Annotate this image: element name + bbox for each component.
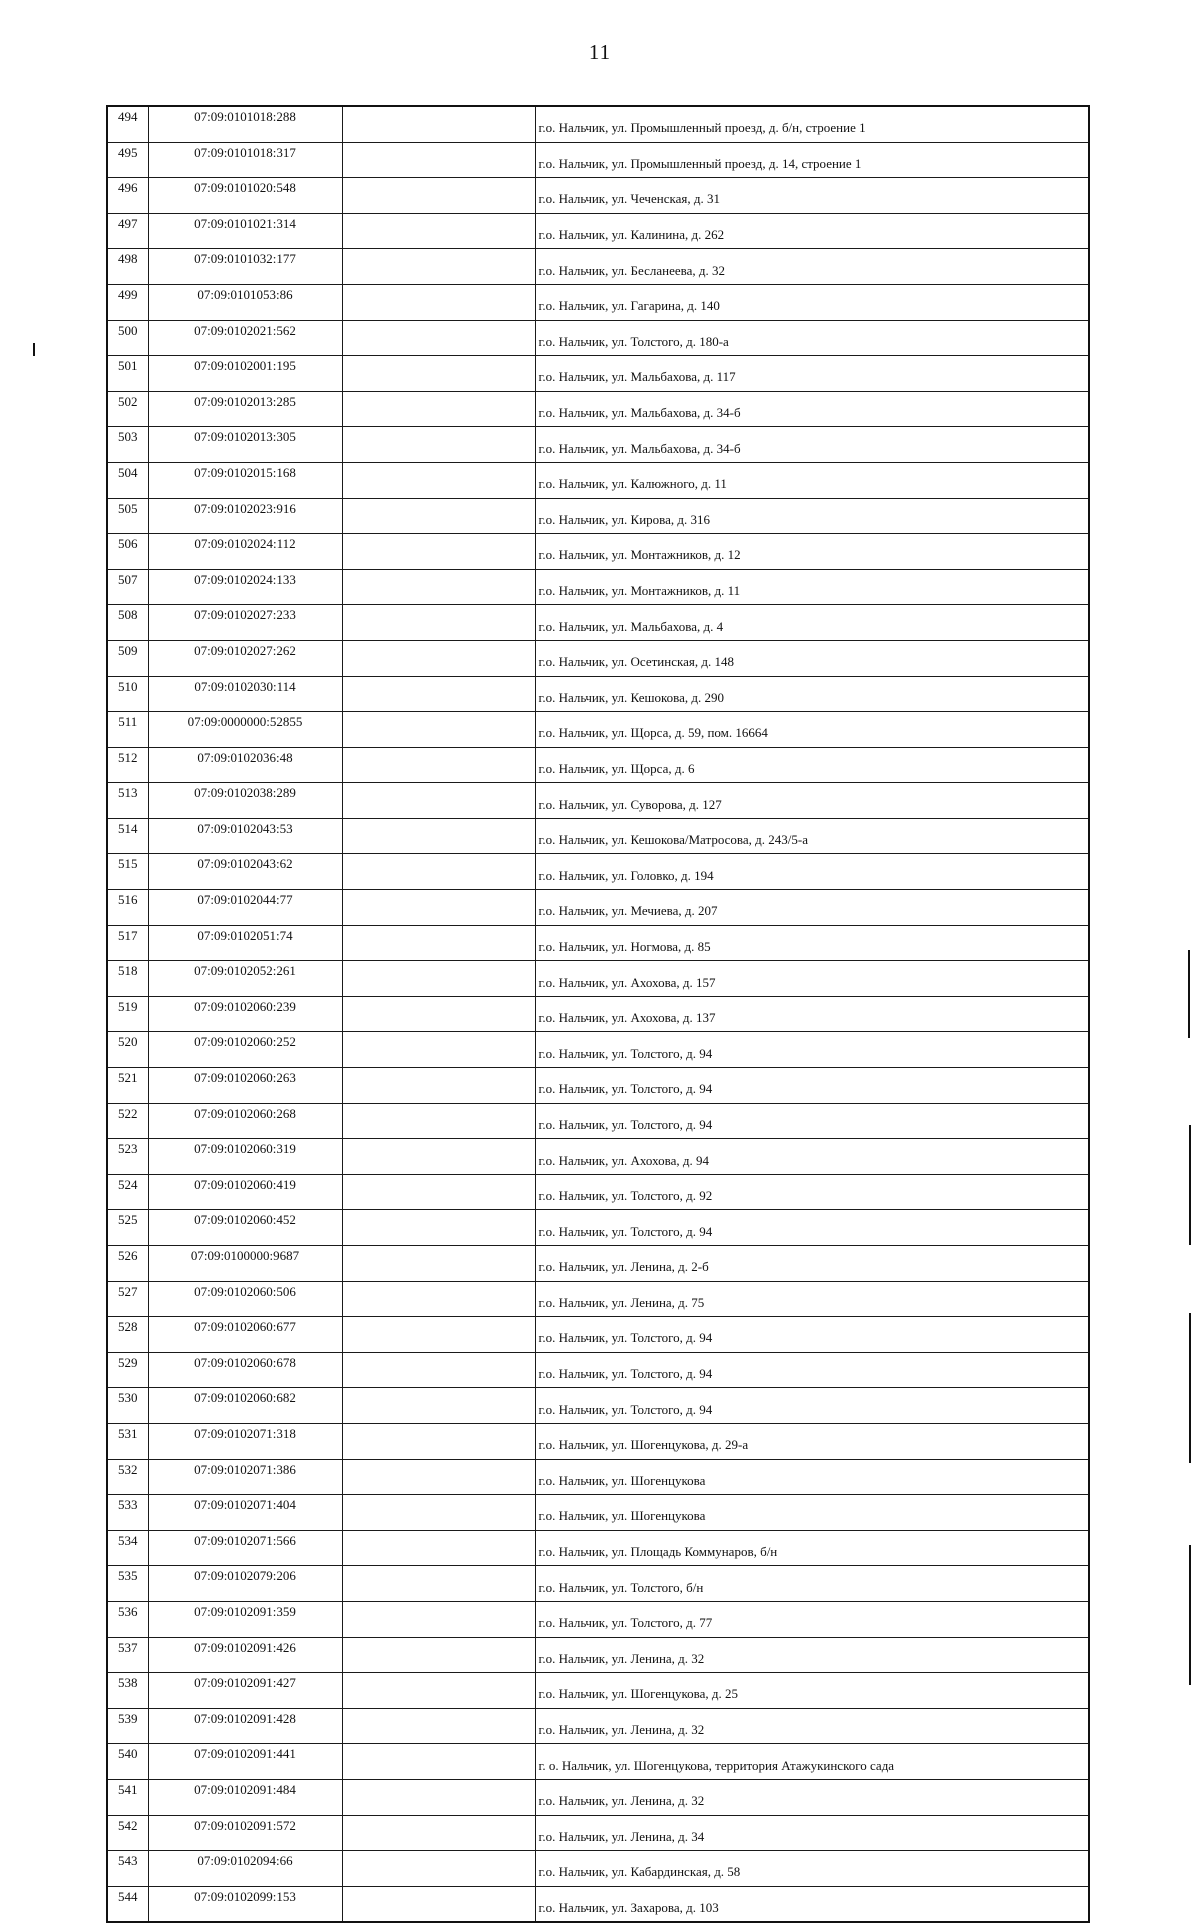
address-cell: г.о. Нальчик, ул. Мальбахова, д. 34-б [535, 391, 1089, 427]
address-cell: г.о. Нальчик, ул. Шогенцукова, д. 25 [535, 1673, 1089, 1709]
row-number-cell: 505 [107, 498, 148, 534]
empty-cell [342, 249, 535, 285]
row-number-cell: 500 [107, 320, 148, 356]
empty-cell [342, 818, 535, 854]
row-number-cell: 507 [107, 569, 148, 605]
row-number-cell: 497 [107, 213, 148, 249]
cadastral-number-cell: 07:09:0102091:428 [148, 1708, 342, 1744]
address-cell: г.о. Нальчик, ул. Ленина, д. 32 [535, 1708, 1089, 1744]
empty-cell [342, 1886, 535, 1922]
table-row [107, 1744, 1089, 1780]
row-number-cell: 537 [107, 1637, 148, 1673]
cadastral-number-cell: 07:09:0102091:441 [148, 1744, 342, 1780]
table-row [107, 320, 1089, 356]
table-row [107, 1032, 1089, 1068]
cadastral-number-cell: 07:09:0101021:314 [148, 213, 342, 249]
address-cell: г.о. Нальчик, ул. Промышленный проезд, д. б/н, строение 1 [535, 106, 1089, 142]
address-cell: г.о. Нальчик, ул. Монтажников, д. 11 [535, 569, 1089, 605]
row-number-cell: 506 [107, 534, 148, 570]
property-table [106, 105, 1090, 1923]
table-row [107, 854, 1089, 890]
page-number: 11 [588, 40, 612, 64]
empty-cell [342, 640, 535, 676]
property-table-body [107, 106, 1089, 1922]
empty-cell [342, 391, 535, 427]
empty-cell [342, 1174, 535, 1210]
address-cell: г.о. Нальчик, ул. Толстого, д. 94 [535, 1068, 1089, 1104]
row-number-cell: 539 [107, 1708, 148, 1744]
row-number-cell: 501 [107, 356, 148, 392]
cadastral-number-cell: 07:09:0102091:572 [148, 1815, 342, 1851]
address-cell: г.о. Нальчик, ул. Суворова, д. 127 [535, 783, 1089, 819]
cadastral-number-cell: 07:09:0102060:506 [148, 1281, 342, 1317]
row-number-cell: 524 [107, 1174, 148, 1210]
empty-cell [342, 996, 535, 1032]
row-number-cell: 522 [107, 1103, 148, 1139]
row-number-cell: 527 [107, 1281, 148, 1317]
cadastral-number-cell: 07:09:0102091:484 [148, 1779, 342, 1815]
cadastral-number-cell: 07:09:0102013:305 [148, 427, 342, 463]
scan-artifact-mark [1189, 1545, 1191, 1685]
table-row [107, 356, 1089, 392]
table-row [107, 783, 1089, 819]
cadastral-number-cell: 07:09:0101018:288 [148, 106, 342, 142]
address-cell: г.о. Нальчик, ул. Толстого, д. 94 [535, 1388, 1089, 1424]
empty-cell [342, 213, 535, 249]
row-number-cell: 540 [107, 1744, 148, 1780]
cadastral-number-cell: 07:09:0102024:133 [148, 569, 342, 605]
empty-cell [342, 498, 535, 534]
scan-artifact-mark [33, 343, 35, 356]
empty-cell [342, 1210, 535, 1246]
empty-cell [342, 961, 535, 997]
empty-cell [342, 462, 535, 498]
address-cell: г.о. Нальчик, ул. Толстого, д. 77 [535, 1601, 1089, 1637]
table-row [107, 1886, 1089, 1922]
address-cell: г.о. Нальчик, ул. Ахохова, д. 157 [535, 961, 1089, 997]
address-cell: г.о. Нальчик, ул. Толстого, д. 180-а [535, 320, 1089, 356]
cadastral-number-cell: 07:09:0102024:112 [148, 534, 342, 570]
table-row [107, 1673, 1089, 1709]
cadastral-number-cell: 07:09:0102060:682 [148, 1388, 342, 1424]
address-cell: г.о. Нальчик, ул. Кешокова, д. 290 [535, 676, 1089, 712]
empty-cell [342, 1708, 535, 1744]
table-row [107, 640, 1089, 676]
row-number-cell: 529 [107, 1352, 148, 1388]
address-cell: г.о. Нальчик, ул. Захарова, д. 103 [535, 1886, 1089, 1922]
cadastral-number-cell: 07:09:0102043:53 [148, 818, 342, 854]
cadastral-number-cell: 07:09:0102027:233 [148, 605, 342, 641]
address-cell: г.о. Нальчик, ул. Ахохова, д. 137 [535, 996, 1089, 1032]
cadastral-number-cell: 07:09:0102060:452 [148, 1210, 342, 1246]
address-cell: г.о. Нальчик, ул. Площадь Коммунаров, б/н [535, 1530, 1089, 1566]
cadastral-number-cell: 07:09:0102023:916 [148, 498, 342, 534]
cadastral-number-cell: 07:09:0102036:48 [148, 747, 342, 783]
row-number-cell: 538 [107, 1673, 148, 1709]
empty-cell [342, 1566, 535, 1602]
cadastral-number-cell: 07:09:0102060:678 [148, 1352, 342, 1388]
row-number-cell: 523 [107, 1139, 148, 1175]
empty-cell [342, 1103, 535, 1139]
address-cell: г.о. Нальчик, ул. Осетинская, д. 148 [535, 640, 1089, 676]
cadastral-number-cell: 07:09:0102060:263 [148, 1068, 342, 1104]
row-number-cell: 532 [107, 1459, 148, 1495]
table-row [107, 1388, 1089, 1424]
empty-cell [342, 1530, 535, 1566]
address-cell: г.о. Нальчик, ул. Калинина, д. 262 [535, 213, 1089, 249]
row-number-cell: 514 [107, 818, 148, 854]
cadastral-number-cell: 07:09:0102079:206 [148, 1566, 342, 1602]
empty-cell [342, 534, 535, 570]
row-number-cell: 511 [107, 712, 148, 748]
row-number-cell: 515 [107, 854, 148, 890]
cadastral-number-cell: 07:09:0102015:168 [148, 462, 342, 498]
empty-cell [342, 1744, 535, 1780]
scan-artifact-mark [1189, 1313, 1191, 1463]
table-row [107, 818, 1089, 854]
table-row [107, 1495, 1089, 1531]
address-cell: г.о. Нальчик, ул. Мальбахова, д. 117 [535, 356, 1089, 392]
table-row [107, 1317, 1089, 1353]
table-row [107, 712, 1089, 748]
cadastral-number-cell: 07:09:0101053:86 [148, 284, 342, 320]
cadastral-number-cell: 07:09:0102001:195 [148, 356, 342, 392]
table-row [107, 1779, 1089, 1815]
empty-cell [342, 1388, 535, 1424]
empty-cell [342, 284, 535, 320]
row-number-cell: 526 [107, 1246, 148, 1282]
table-row [107, 178, 1089, 214]
table-row [107, 961, 1089, 997]
address-cell: г.о. Нальчик, ул. Мечиева, д. 207 [535, 890, 1089, 926]
scan-artifact-mark [1188, 950, 1190, 1038]
cadastral-number-cell: 07:09:0102052:261 [148, 961, 342, 997]
address-cell: г.о. Нальчик, ул. Толстого, д. 94 [535, 1103, 1089, 1139]
address-cell: г.о. Нальчик, ул. Толстого, д. 92 [535, 1174, 1089, 1210]
address-cell: г.о. Нальчик, ул. Ногмова, д. 85 [535, 925, 1089, 961]
table-row [107, 890, 1089, 926]
empty-cell [342, 854, 535, 890]
empty-cell [342, 1815, 535, 1851]
empty-cell [342, 1601, 535, 1637]
table-row [107, 1637, 1089, 1673]
row-number-cell: 530 [107, 1388, 148, 1424]
address-cell: г.о. Нальчик, ул. Толстого, б/н [535, 1566, 1089, 1602]
cadastral-number-cell: 07:09:0102099:153 [148, 1886, 342, 1922]
address-cell: г. о. Нальчик, ул. Шогенцукова, территория Атажукинского сада [535, 1744, 1089, 1780]
row-number-cell: 498 [107, 249, 148, 285]
table-row [107, 1281, 1089, 1317]
address-cell: г.о. Нальчик, ул. Кабардинская, д. 58 [535, 1851, 1089, 1887]
row-number-cell: 509 [107, 640, 148, 676]
cadastral-number-cell: 07:09:0102091:359 [148, 1601, 342, 1637]
empty-cell [342, 676, 535, 712]
table-row [107, 534, 1089, 570]
address-cell: г.о. Нальчик, ул. Ленина, д. 75 [535, 1281, 1089, 1317]
row-number-cell: 512 [107, 747, 148, 783]
table-row [107, 1851, 1089, 1887]
table-row [107, 925, 1089, 961]
address-cell: г.о. Нальчик, ул. Бесланеева, д. 32 [535, 249, 1089, 285]
address-cell: г.о. Нальчик, ул. Ленина, д. 34 [535, 1815, 1089, 1851]
row-number-cell: 542 [107, 1815, 148, 1851]
table-row [107, 1566, 1089, 1602]
table-row [107, 284, 1089, 320]
address-cell: г.о. Нальчик, ул. Шогенцукова, д. 29-а [535, 1423, 1089, 1459]
row-number-cell: 513 [107, 783, 148, 819]
empty-cell [342, 605, 535, 641]
table-row [107, 996, 1089, 1032]
row-number-cell: 495 [107, 142, 148, 178]
empty-cell [342, 1352, 535, 1388]
table-row [107, 1708, 1089, 1744]
cadastral-number-cell: 07:09:0102060:419 [148, 1174, 342, 1210]
cadastral-number-cell: 07:09:0102060:268 [148, 1103, 342, 1139]
cadastral-number-cell: 07:09:0101032:177 [148, 249, 342, 285]
table-row [107, 1423, 1089, 1459]
row-number-cell: 496 [107, 178, 148, 214]
address-cell: г.о. Нальчик, ул. Кешокова/Матросова, д. 243/5-а [535, 818, 1089, 854]
cadastral-number-cell: 07:09:0000000:52855 [148, 712, 342, 748]
empty-cell [342, 747, 535, 783]
table-row [107, 1068, 1089, 1104]
table-row [107, 747, 1089, 783]
row-number-cell: 525 [107, 1210, 148, 1246]
row-number-cell: 517 [107, 925, 148, 961]
cadastral-number-cell: 07:09:0101020:548 [148, 178, 342, 214]
empty-cell [342, 427, 535, 463]
empty-cell [342, 1423, 535, 1459]
table-row [107, 1530, 1089, 1566]
row-number-cell: 516 [107, 890, 148, 926]
address-cell: г.о. Нальчик, ул. Толстого, д. 94 [535, 1210, 1089, 1246]
address-cell: г.о. Нальчик, ул. Монтажников, д. 12 [535, 534, 1089, 570]
row-number-cell: 543 [107, 1851, 148, 1887]
empty-cell [342, 1068, 535, 1104]
row-number-cell: 533 [107, 1495, 148, 1531]
row-number-cell: 494 [107, 106, 148, 142]
row-number-cell: 521 [107, 1068, 148, 1104]
row-number-cell: 541 [107, 1779, 148, 1815]
address-cell: г.о. Нальчик, ул. Чеченская, д. 31 [535, 178, 1089, 214]
empty-cell [342, 1637, 535, 1673]
empty-cell [342, 1851, 535, 1887]
table-row [107, 106, 1089, 142]
cadastral-number-cell: 07:09:0102060:319 [148, 1139, 342, 1175]
cadastral-number-cell: 07:09:0102071:566 [148, 1530, 342, 1566]
address-cell: г.о. Нальчик, ул. Шогенцукова [535, 1495, 1089, 1531]
cadastral-number-cell: 07:09:0102060:252 [148, 1032, 342, 1068]
cadastral-number-cell: 07:09:0102044:77 [148, 890, 342, 926]
row-number-cell: 508 [107, 605, 148, 641]
cadastral-number-cell: 07:09:0102071:386 [148, 1459, 342, 1495]
empty-cell [342, 925, 535, 961]
address-cell: г.о. Нальчик, ул. Щорса, д. 6 [535, 747, 1089, 783]
address-cell: г.о. Нальчик, ул. Толстого, д. 94 [535, 1032, 1089, 1068]
row-number-cell: 544 [107, 1886, 148, 1922]
empty-cell [342, 1317, 535, 1353]
row-number-cell: 502 [107, 391, 148, 427]
address-cell: г.о. Нальчик, ул. Ахохова, д. 94 [535, 1139, 1089, 1175]
row-number-cell: 536 [107, 1601, 148, 1637]
row-number-cell: 503 [107, 427, 148, 463]
table-row [107, 1174, 1089, 1210]
address-cell: г.о. Нальчик, ул. Гагарина, д. 140 [535, 284, 1089, 320]
table-row [107, 142, 1089, 178]
cadastral-number-cell: 07:09:0102013:285 [148, 391, 342, 427]
address-cell: г.о. Нальчик, ул. Шогенцукова [535, 1459, 1089, 1495]
empty-cell [342, 1459, 535, 1495]
table-row [107, 1210, 1089, 1246]
table-row [107, 391, 1089, 427]
empty-cell [342, 890, 535, 926]
cadastral-number-cell: 07:09:0102051:74 [148, 925, 342, 961]
cadastral-number-cell: 07:09:0102060:239 [148, 996, 342, 1032]
address-cell: г.о. Нальчик, ул. Толстого, д. 94 [535, 1352, 1089, 1388]
cadastral-number-cell: 07:09:0102027:262 [148, 640, 342, 676]
empty-cell [342, 142, 535, 178]
address-cell: г.о. Нальчик, ул. Щорса, д. 59, пом. 16664 [535, 712, 1089, 748]
empty-cell [342, 178, 535, 214]
scan-artifact-mark [1189, 1125, 1191, 1245]
cadastral-number-cell: 07:09:0101018:317 [148, 142, 342, 178]
address-cell: г.о. Нальчик, ул. Толстого, д. 94 [535, 1317, 1089, 1353]
table-row [107, 1246, 1089, 1282]
empty-cell [342, 712, 535, 748]
address-cell: г.о. Нальчик, ул. Головко, д. 194 [535, 854, 1089, 890]
empty-cell [342, 1032, 535, 1068]
empty-cell [342, 1139, 535, 1175]
address-cell: г.о. Нальчик, ул. Ленина, д. 2-б [535, 1246, 1089, 1282]
empty-cell [342, 1246, 535, 1282]
empty-cell [342, 1673, 535, 1709]
table-row [107, 1815, 1089, 1851]
row-number-cell: 504 [107, 462, 148, 498]
table-row [107, 676, 1089, 712]
table-row [107, 1139, 1089, 1175]
empty-cell [342, 1281, 535, 1317]
table-row [107, 1601, 1089, 1637]
address-cell: г.о. Нальчик, ул. Промышленный проезд, д. 14, строение 1 [535, 142, 1089, 178]
row-number-cell: 531 [107, 1423, 148, 1459]
cadastral-number-cell: 07:09:0102038:289 [148, 783, 342, 819]
empty-cell [342, 106, 535, 142]
address-cell: г.о. Нальчик, ул. Кирова, д. 316 [535, 498, 1089, 534]
cadastral-number-cell: 07:09:0102030:114 [148, 676, 342, 712]
cadastral-number-cell: 07:09:0102043:62 [148, 854, 342, 890]
table-row [107, 1352, 1089, 1388]
table-row [107, 249, 1089, 285]
row-number-cell: 518 [107, 961, 148, 997]
empty-cell [342, 1495, 535, 1531]
address-cell: г.о. Нальчик, ул. Ленина, д. 32 [535, 1779, 1089, 1815]
cadastral-number-cell: 07:09:0102060:677 [148, 1317, 342, 1353]
row-number-cell: 535 [107, 1566, 148, 1602]
address-cell: г.о. Нальчик, ул. Мальбахова, д. 34-б [535, 427, 1089, 463]
table-row [107, 213, 1089, 249]
address-cell: г.о. Нальчик, ул. Мальбахова, д. 4 [535, 605, 1089, 641]
table-row [107, 427, 1089, 463]
table-row [107, 569, 1089, 605]
cadastral-number-cell: 07:09:0102091:427 [148, 1673, 342, 1709]
row-number-cell: 519 [107, 996, 148, 1032]
cadastral-number-cell: 07:09:0102094:66 [148, 1851, 342, 1887]
empty-cell [342, 1779, 535, 1815]
empty-cell [342, 783, 535, 819]
table-row [107, 462, 1089, 498]
empty-cell [342, 320, 535, 356]
empty-cell [342, 356, 535, 392]
cadastral-number-cell: 07:09:0102021:562 [148, 320, 342, 356]
row-number-cell: 510 [107, 676, 148, 712]
table-row [107, 1459, 1089, 1495]
row-number-cell: 499 [107, 284, 148, 320]
table-row [107, 605, 1089, 641]
table-row [107, 1103, 1089, 1139]
address-cell: г.о. Нальчик, ул. Ленина, д. 32 [535, 1637, 1089, 1673]
cadastral-number-cell: 07:09:0102091:426 [148, 1637, 342, 1673]
empty-cell [342, 569, 535, 605]
cadastral-number-cell: 07:09:0100000:9687 [148, 1246, 342, 1282]
cadastral-number-cell: 07:09:0102071:318 [148, 1423, 342, 1459]
row-number-cell: 534 [107, 1530, 148, 1566]
table-row [107, 498, 1089, 534]
cadastral-number-cell: 07:09:0102071:404 [148, 1495, 342, 1531]
address-cell: г.о. Нальчик, ул. Калюжного, д. 11 [535, 462, 1089, 498]
row-number-cell: 528 [107, 1317, 148, 1353]
row-number-cell: 520 [107, 1032, 148, 1068]
